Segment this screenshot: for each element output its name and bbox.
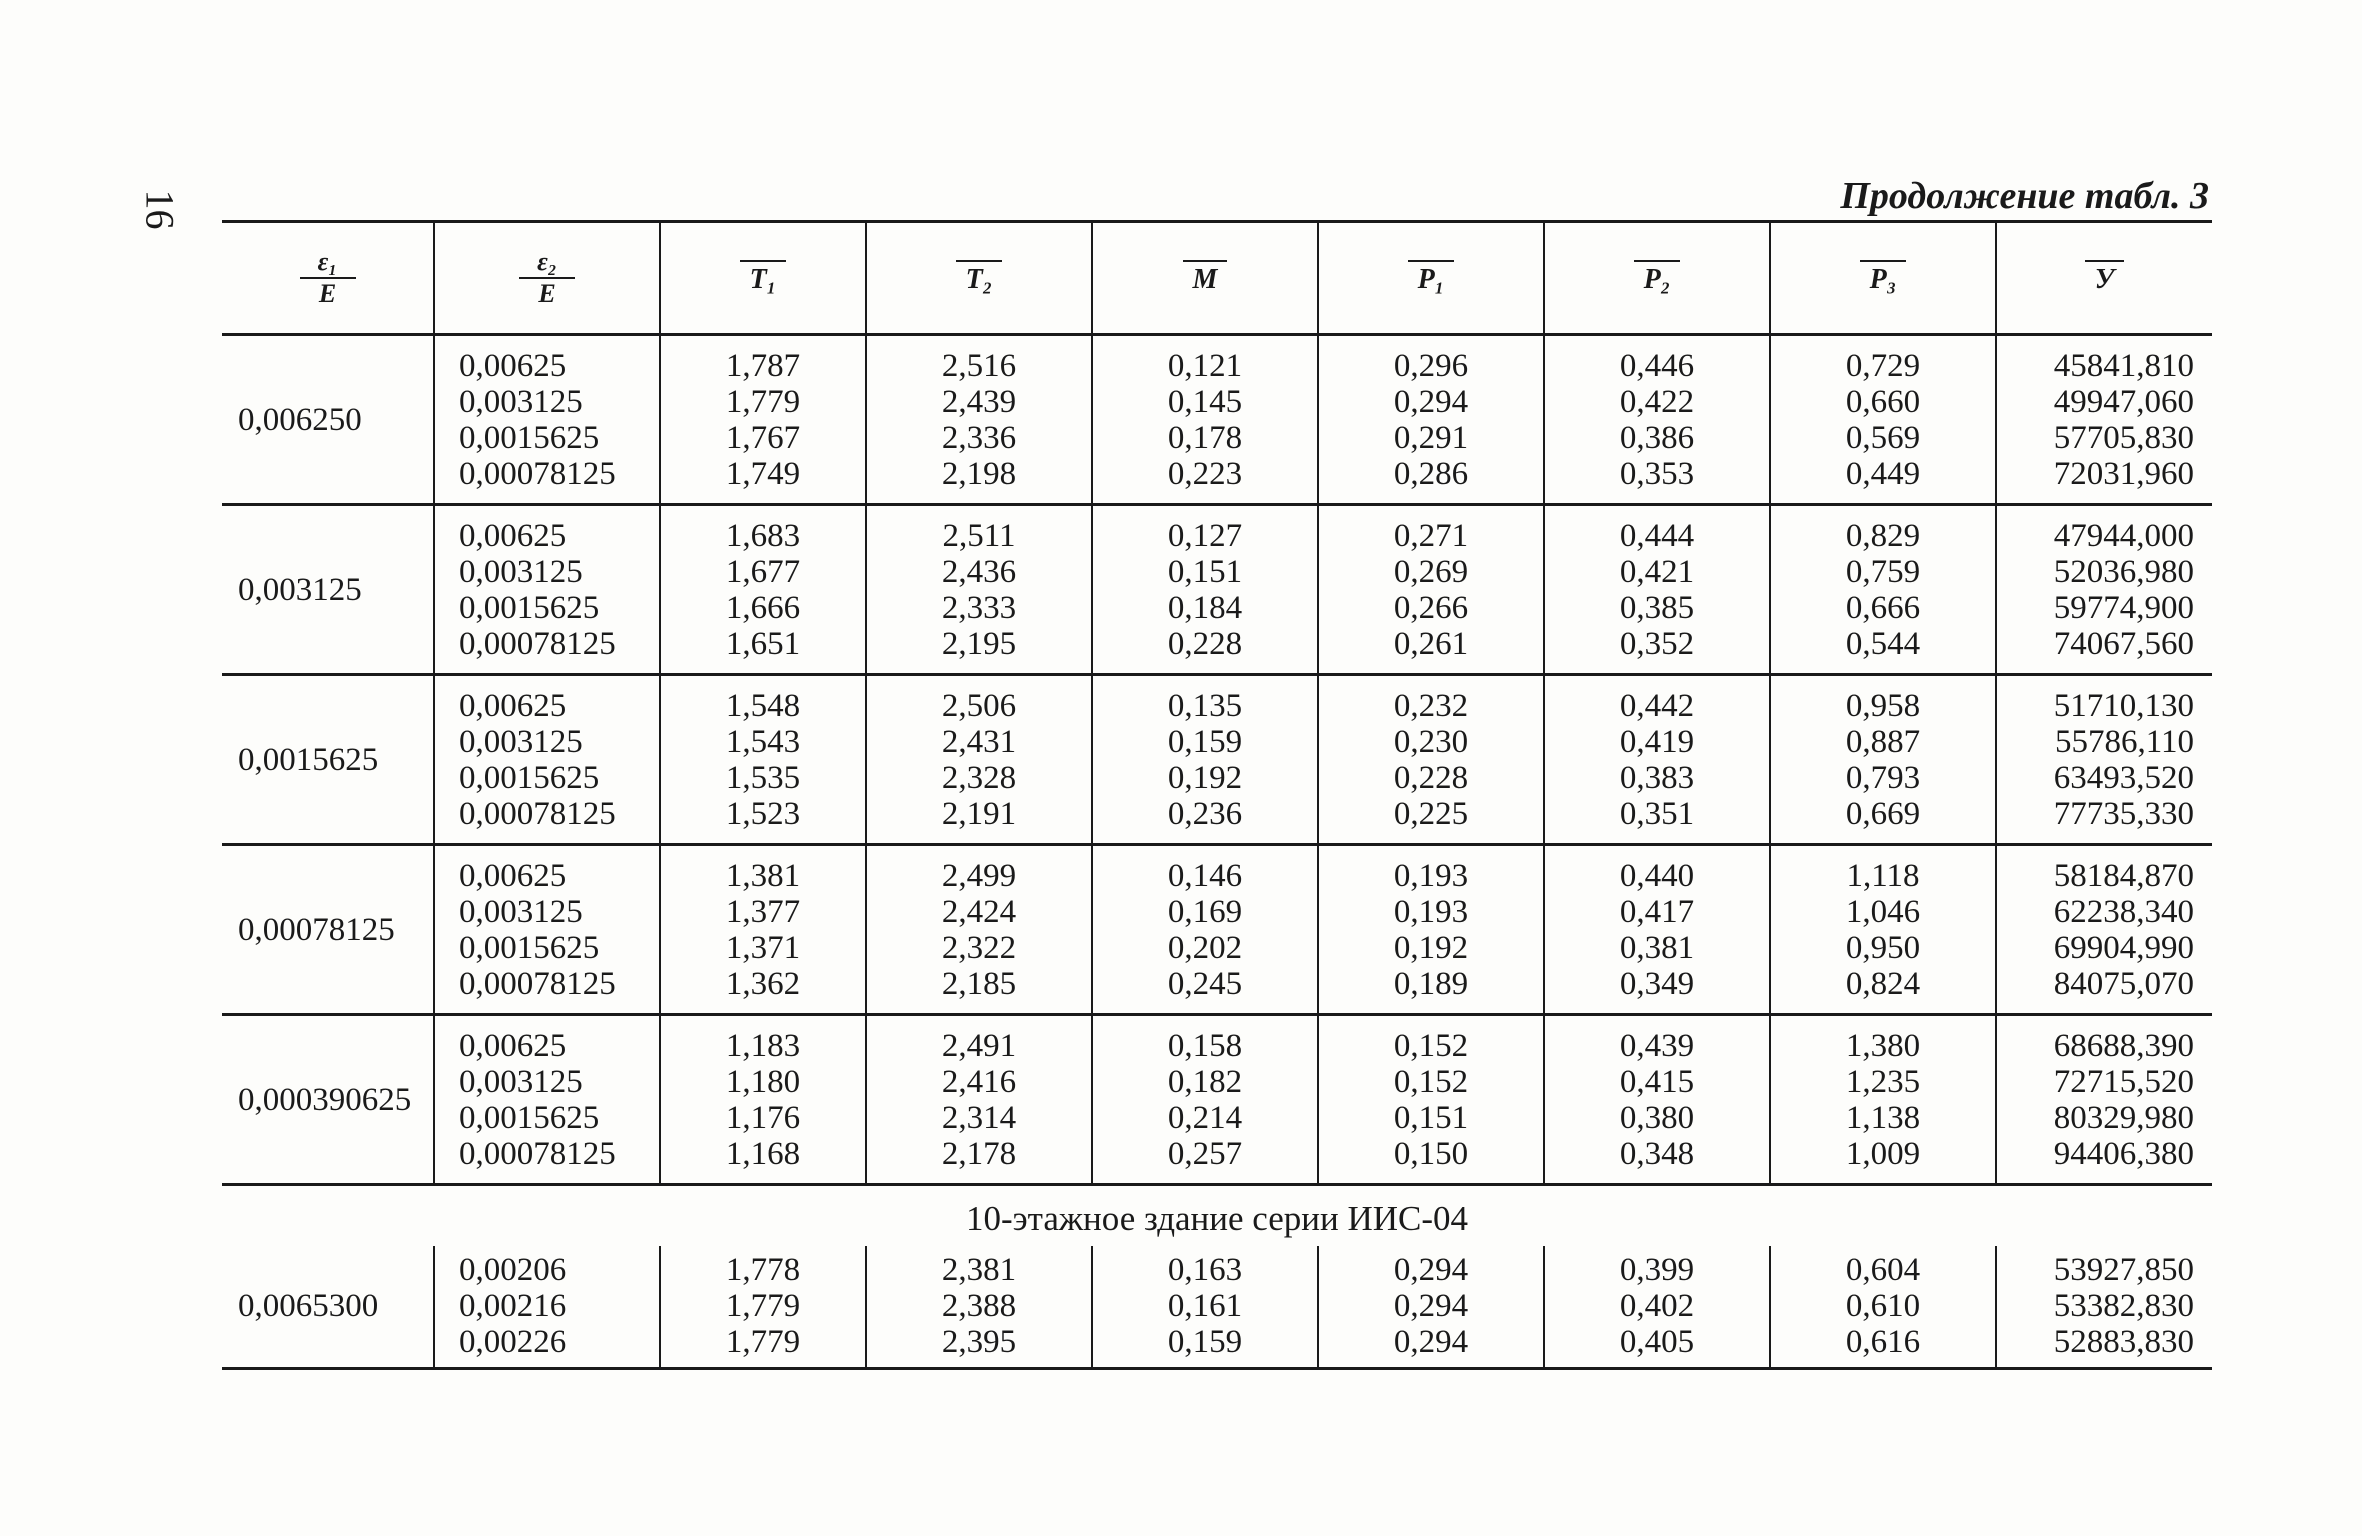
cell-p3 <box>1770 845 1996 1015</box>
value-y: 55786,110 <box>2054 723 2194 760</box>
value-p2: 0,417 <box>1619 893 1695 930</box>
value-m: 0,159 <box>1167 723 1243 760</box>
table-row-group <box>222 335 2212 505</box>
value-p1: 0,189 <box>1393 965 1469 1002</box>
value-m: 0,192 <box>1167 759 1243 796</box>
cell-e1: 0,003125 <box>222 505 434 675</box>
value-y: 45841,810 <box>2053 347 2194 384</box>
cell-t2 <box>866 335 1092 505</box>
value-y: 68688,390 <box>2053 1027 2194 1064</box>
value-e2: 0,003125 <box>459 383 583 420</box>
cell-t2 <box>866 845 1092 1015</box>
cell-p2 <box>1544 1015 1770 1185</box>
value-p1: 0,152 <box>1393 1027 1469 1064</box>
value-p2: 0,349 <box>1619 965 1695 1002</box>
value-y: 72715,520 <box>2053 1063 2194 1100</box>
value-p1: 0,294 <box>1393 383 1469 420</box>
value-e2: 0,0015625 <box>459 589 600 626</box>
cell-e2 <box>434 335 660 505</box>
value-e2: 0,00206 <box>459 1252 567 1289</box>
value-p1: 0,232 <box>1393 687 1469 724</box>
value-t2: 2,395 <box>941 1324 1017 1361</box>
value-m: 0,257 <box>1167 1135 1243 1172</box>
value-e2: 0,0015625 <box>459 759 600 796</box>
cell-t1 <box>660 505 866 675</box>
value-t2: 2,506 <box>941 687 1017 724</box>
value-p2: 0,386 <box>1619 419 1695 456</box>
cell-p2 <box>1544 505 1770 675</box>
cell-y <box>1996 675 2212 845</box>
value-y: 63493,520 <box>2053 759 2194 796</box>
cell-p3 <box>1770 505 1996 675</box>
value-p1: 0,286 <box>1393 455 1469 492</box>
value-t2: 2,499 <box>941 857 1017 894</box>
value-e2: 0,00625 <box>459 857 567 894</box>
cell-e2 <box>434 1246 660 1368</box>
value-y: 47944,000 <box>2053 517 2194 554</box>
value-p3: 1,235 <box>1845 1063 1921 1100</box>
cell-e2 <box>434 505 660 675</box>
value-t2: 2,511 <box>942 517 1016 554</box>
value-t1: 1,778 <box>725 1252 801 1289</box>
header-y: У <box>1996 222 2212 335</box>
value-m: 0,184 <box>1167 589 1243 626</box>
value-p1: 0,230 <box>1393 723 1469 760</box>
value-m: 0,245 <box>1167 965 1243 1002</box>
value-m: 0,223 <box>1167 455 1243 492</box>
cell-m <box>1092 335 1318 505</box>
value-p1: 0,266 <box>1393 589 1469 626</box>
cell-p1 <box>1318 335 1544 505</box>
cell-e2 <box>434 675 660 845</box>
cell-m <box>1092 1015 1318 1185</box>
value-e2: 0,0015625 <box>459 419 600 456</box>
value-t2: 2,388 <box>941 1288 1017 1325</box>
header-m: M <box>1092 222 1318 335</box>
header-e1-num: ε₁ <box>317 247 338 276</box>
value-y: 58184,870 <box>2053 857 2194 894</box>
value-p3: 0,610 <box>1845 1288 1921 1325</box>
value-p2: 0,422 <box>1619 383 1695 420</box>
value-e2: 0,003125 <box>459 1063 583 1100</box>
cell-t1 <box>660 335 866 505</box>
value-t1: 1,767 <box>725 419 801 456</box>
value-e2: 0,00625 <box>459 687 567 724</box>
cell-m <box>1092 675 1318 845</box>
value-m: 0,145 <box>1167 383 1243 420</box>
cell-t1 <box>660 845 866 1015</box>
value-m: 0,158 <box>1167 1027 1243 1064</box>
cell-p3 <box>1770 675 1996 845</box>
header-e2-num: ε₂ <box>537 247 557 276</box>
cell-p2 <box>1544 1246 1770 1368</box>
value-p1: 0,296 <box>1393 347 1469 384</box>
value-e2: 0,00625 <box>459 1027 567 1064</box>
value-t1: 1,683 <box>725 517 801 554</box>
value-y: 53382,830 <box>2053 1288 2194 1325</box>
value-t1: 1,666 <box>725 589 801 626</box>
value-y: 80329,980 <box>2053 1099 2194 1136</box>
value-t1: 1,535 <box>725 759 801 796</box>
table-caption: Продолжение табл. 3 <box>1840 175 2209 217</box>
value-m: 0,135 <box>1167 687 1243 724</box>
value-e2: 0,00078125 <box>459 795 616 832</box>
value-e2: 0,003125 <box>459 723 583 760</box>
value-t2: 2,314 <box>941 1099 1017 1136</box>
value-p3: 0,950 <box>1845 929 1921 966</box>
cell-t1 <box>660 1246 866 1368</box>
value-t2: 2,178 <box>941 1135 1017 1172</box>
value-m: 0,151 <box>1167 553 1243 590</box>
value-t2: 2,328 <box>941 759 1017 796</box>
value-p1: 0,193 <box>1393 857 1469 894</box>
value-t1: 1,779 <box>725 1324 801 1361</box>
value-m: 0,161 <box>1167 1288 1243 1325</box>
value-t1: 1,183 <box>725 1027 801 1064</box>
value-p2: 0,402 <box>1619 1288 1695 1325</box>
value-m: 0,159 <box>1167 1324 1243 1361</box>
value-t2: 2,491 <box>941 1027 1017 1064</box>
cell-e1: 0,0065300 <box>222 1246 434 1368</box>
cell-y <box>1996 1015 2212 1185</box>
cell-y <box>1996 335 2212 505</box>
cell-y <box>1996 505 2212 675</box>
value-t2: 2,439 <box>941 383 1017 420</box>
value-y: 49947,060 <box>2053 383 2194 420</box>
header-p2: P₂ <box>1544 222 1770 335</box>
value-p3: 0,604 <box>1845 1252 1921 1289</box>
value-e2: 0,003125 <box>459 893 583 930</box>
cell-p1 <box>1318 675 1544 845</box>
table-body <box>222 335 2212 1369</box>
value-y: 62238,340 <box>2053 893 2194 930</box>
value-y: 69904,990 <box>2053 929 2194 966</box>
value-p2: 0,385 <box>1619 589 1695 626</box>
value-p2: 0,381 <box>1619 929 1695 966</box>
cell-p3 <box>1770 1246 1996 1368</box>
header-p3: P₃ <box>1770 222 1996 335</box>
value-p1: 0,271 <box>1393 517 1469 554</box>
value-t2: 2,185 <box>941 965 1017 1002</box>
cell-t2 <box>866 505 1092 675</box>
value-p2: 0,446 <box>1619 347 1695 384</box>
value-t1: 1,651 <box>725 625 801 662</box>
value-y: 52036,980 <box>2053 553 2194 590</box>
value-p2: 0,380 <box>1619 1099 1695 1136</box>
value-y: 57705,830 <box>2053 419 2194 456</box>
value-e2: 0,00625 <box>459 517 567 554</box>
value-p2: 0,419 <box>1619 723 1695 760</box>
cell-m <box>1092 845 1318 1015</box>
value-m: 0,178 <box>1167 419 1243 456</box>
value-y: 84075,070 <box>2053 965 2194 1002</box>
value-m: 0,228 <box>1167 625 1243 662</box>
table-row-group <box>222 675 2212 845</box>
value-p3: 0,958 <box>1845 687 1921 724</box>
value-y: 51710,130 <box>2053 687 2194 724</box>
value-p3: 1,118 <box>1846 857 1920 894</box>
value-t1: 1,377 <box>725 893 801 930</box>
value-p2: 0,442 <box>1619 687 1695 724</box>
cell-e1: 0,0015625 <box>222 675 434 845</box>
value-p3: 1,009 <box>1845 1135 1921 1172</box>
value-p1: 0,291 <box>1393 419 1469 456</box>
value-p3: 0,616 <box>1845 1324 1921 1361</box>
cell-e1: 0,006250 <box>222 335 434 505</box>
value-t1: 1,779 <box>725 383 801 420</box>
cell-t2 <box>866 1246 1092 1368</box>
value-p2: 0,440 <box>1619 857 1695 894</box>
value-e2: 0,003125 <box>459 553 583 590</box>
cell-y <box>1996 1246 2212 1368</box>
value-t1: 1,749 <box>725 455 801 492</box>
value-t2: 2,198 <box>941 455 1017 492</box>
value-e2: 0,0015625 <box>459 929 600 966</box>
value-m: 0,146 <box>1167 857 1243 894</box>
value-p3: 0,544 <box>1845 625 1921 662</box>
value-p3: 0,569 <box>1845 419 1921 456</box>
value-p1: 0,225 <box>1393 795 1469 832</box>
value-t2: 2,424 <box>941 893 1017 930</box>
cell-m <box>1092 505 1318 675</box>
value-e2: 0,00078125 <box>459 625 616 662</box>
table-row-group <box>222 845 2212 1015</box>
value-e2: 0,00625 <box>459 347 567 384</box>
data-table <box>222 220 2212 1370</box>
value-p3: 0,829 <box>1845 517 1921 554</box>
value-e2: 0,00226 <box>459 1324 567 1361</box>
value-t1: 1,168 <box>725 1135 801 1172</box>
value-p1: 0,193 <box>1393 893 1469 930</box>
value-e2: 0,00078125 <box>459 1135 616 1172</box>
value-t1: 1,548 <box>725 687 801 724</box>
value-t1: 1,176 <box>725 1099 801 1136</box>
value-p3: 1,138 <box>1845 1099 1921 1136</box>
value-t2: 2,191 <box>941 795 1017 832</box>
value-p3: 0,824 <box>1845 965 1921 1002</box>
value-y: 52883,830 <box>2053 1324 2194 1361</box>
value-y: 94406,380 <box>2053 1135 2194 1172</box>
value-t2: 2,431 <box>941 723 1017 760</box>
page-number: 16 <box>137 189 183 230</box>
value-p1: 0,269 <box>1393 553 1469 590</box>
value-p1: 0,151 <box>1393 1099 1469 1136</box>
value-t2: 2,516 <box>941 347 1017 384</box>
header-t2: T₂ <box>866 222 1092 335</box>
cell-p2 <box>1544 675 1770 845</box>
value-y: 77735,330 <box>2053 795 2194 832</box>
cell-e1: 0,00078125 <box>222 845 434 1015</box>
cell-p1 <box>1318 505 1544 675</box>
value-m: 0,202 <box>1167 929 1243 966</box>
value-p3: 0,660 <box>1845 383 1921 420</box>
value-t2: 2,333 <box>941 589 1017 626</box>
cell-p3 <box>1770 1015 1996 1185</box>
header-e2-den: E <box>538 279 556 308</box>
header-row <box>222 222 2212 335</box>
value-p2: 0,353 <box>1619 455 1695 492</box>
value-p1: 0,192 <box>1393 929 1469 966</box>
value-p1: 0,261 <box>1393 625 1469 662</box>
value-m: 0,169 <box>1167 893 1243 930</box>
value-t1: 1,543 <box>725 723 801 760</box>
value-p2: 0,405 <box>1619 1324 1695 1361</box>
value-t1: 1,779 <box>725 1288 801 1325</box>
value-p2: 0,415 <box>1619 1063 1695 1100</box>
table-row-last-group <box>222 1246 2212 1368</box>
value-t1: 1,362 <box>725 965 801 1002</box>
header-e2-over-e <box>434 222 660 335</box>
cell-m <box>1092 1246 1318 1368</box>
value-p3: 0,759 <box>1845 553 1921 590</box>
value-p2: 0,399 <box>1619 1252 1695 1289</box>
value-m: 0,236 <box>1167 795 1243 832</box>
value-e2: 0,00078125 <box>459 965 616 1002</box>
header-p1: P₁ <box>1318 222 1544 335</box>
value-p3: 0,729 <box>1845 347 1921 384</box>
value-p1: 0,150 <box>1393 1135 1469 1172</box>
value-t2: 2,416 <box>941 1063 1017 1100</box>
value-p1: 0,294 <box>1393 1252 1469 1289</box>
value-p3: 0,669 <box>1845 795 1921 832</box>
value-t1: 1,523 <box>725 795 801 832</box>
value-t2: 2,195 <box>941 625 1017 662</box>
value-p2: 0,439 <box>1619 1027 1695 1064</box>
value-p1: 0,294 <box>1393 1324 1469 1361</box>
value-t1: 1,787 <box>725 347 801 384</box>
header-e1-over-e <box>222 222 434 335</box>
value-y: 53927,850 <box>2053 1252 2194 1289</box>
cell-p1 <box>1318 1246 1544 1368</box>
cell-p2 <box>1544 845 1770 1015</box>
value-e2: 0,00216 <box>459 1288 567 1325</box>
value-p2: 0,383 <box>1619 759 1695 796</box>
cell-t2 <box>866 675 1092 845</box>
cell-t2 <box>866 1015 1092 1185</box>
value-m: 0,163 <box>1167 1252 1243 1289</box>
cell-e2 <box>434 845 660 1015</box>
value-e2: 0,00078125 <box>459 455 616 492</box>
value-p2: 0,348 <box>1619 1135 1695 1172</box>
cell-e2 <box>434 1015 660 1185</box>
value-e2: 0,0015625 <box>459 1099 600 1136</box>
value-p1: 0,152 <box>1393 1063 1469 1100</box>
value-t1: 1,381 <box>725 857 801 894</box>
value-p1: 0,228 <box>1393 759 1469 796</box>
value-t1: 1,677 <box>725 553 801 590</box>
value-p3: 1,046 <box>1845 893 1921 930</box>
section-row <box>222 1185 2212 1247</box>
value-p3: 0,449 <box>1845 455 1921 492</box>
value-p2: 0,351 <box>1619 795 1695 832</box>
value-m: 0,214 <box>1167 1099 1243 1136</box>
value-t2: 2,381 <box>941 1252 1017 1289</box>
value-p3: 0,887 <box>1845 723 1921 760</box>
value-p3: 0,793 <box>1845 759 1921 796</box>
value-p3: 1,380 <box>1845 1027 1921 1064</box>
value-t2: 2,322 <box>941 929 1017 966</box>
value-m: 0,121 <box>1167 347 1243 384</box>
header-e1-den: E <box>318 279 337 308</box>
value-m: 0,127 <box>1167 517 1243 554</box>
cell-p1 <box>1318 845 1544 1015</box>
value-p2: 0,352 <box>1619 625 1695 662</box>
cell-t1 <box>660 675 866 845</box>
value-p2: 0,444 <box>1619 517 1695 554</box>
cell-e1: 0,000390625 <box>222 1015 434 1185</box>
value-p1: 0,294 <box>1393 1288 1469 1325</box>
value-t2: 2,436 <box>941 553 1017 590</box>
table-row-group <box>222 505 2212 675</box>
cell-p1 <box>1318 1015 1544 1185</box>
cell-y <box>1996 845 2212 1015</box>
section-title: 10-этажное здание серии ИИС-04 <box>965 1199 1469 1238</box>
value-t1: 1,371 <box>725 929 801 966</box>
value-t2: 2,336 <box>941 419 1017 456</box>
value-m: 0,182 <box>1167 1063 1243 1100</box>
value-p2: 0,421 <box>1619 553 1695 590</box>
header-t1: T₁ <box>660 222 866 335</box>
table-row-group <box>222 1015 2212 1185</box>
value-p3: 0,666 <box>1845 589 1921 626</box>
value-y: 74067,560 <box>2053 625 2194 662</box>
cell-t1 <box>660 1015 866 1185</box>
cell-p2 <box>1544 335 1770 505</box>
cell-p3 <box>1770 335 1996 505</box>
value-t1: 1,180 <box>725 1063 801 1100</box>
value-y: 59774,900 <box>2053 589 2194 626</box>
value-y: 72031,960 <box>2053 455 2194 492</box>
